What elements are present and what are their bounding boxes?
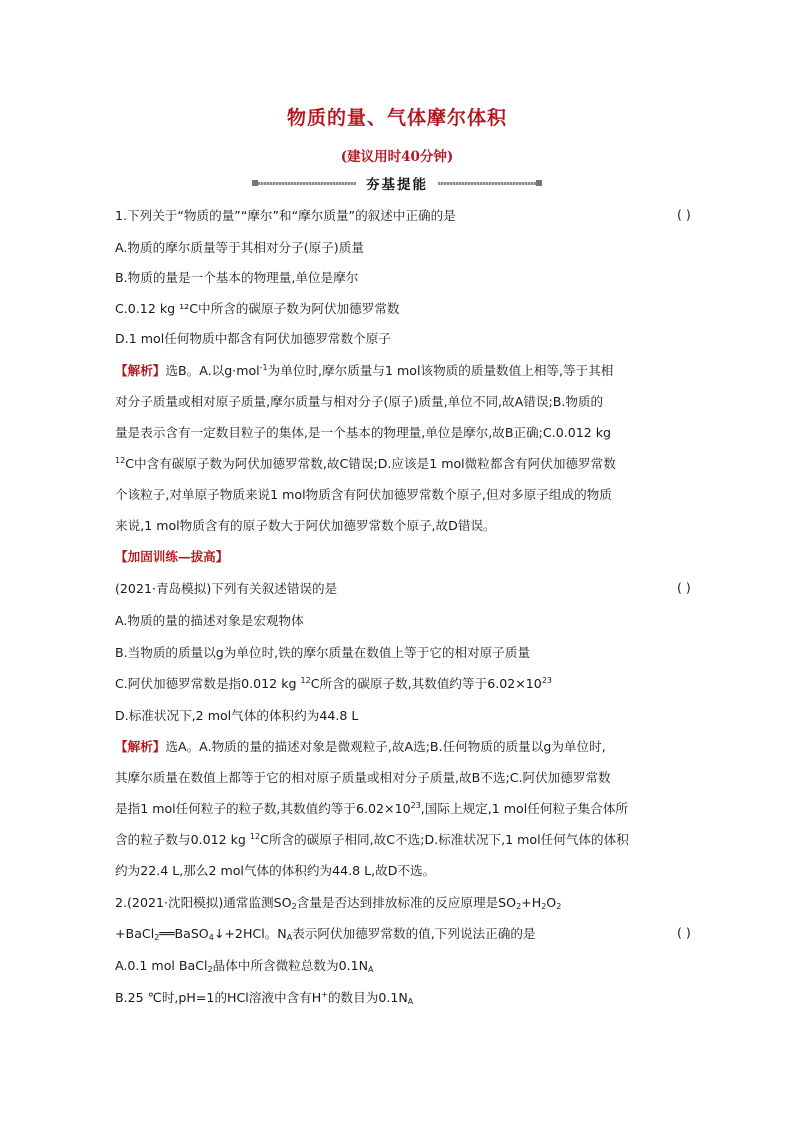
divider-left-bar bbox=[258, 182, 356, 185]
divider-right-bar bbox=[438, 182, 536, 185]
superscript: 12 bbox=[249, 832, 261, 841]
reinforce-analysis-line-5: 约为22.4 L,那么2 mol气体的体积约为44.8 L,故D不选。 bbox=[115, 863, 436, 878]
text-run: C所含的碳原子相同,故C不选;D.标准状况下,1 mol任何气体的体积 bbox=[260, 832, 629, 847]
superscript: 23 bbox=[410, 801, 421, 810]
text-run: 2.(2021·沈阳模拟)通常监测SO bbox=[115, 895, 292, 910]
q2-answer-blank: ( ) bbox=[677, 925, 691, 940]
q1-option-a: A.物质的摩尔质量等于其相对分子(原子)质量 bbox=[115, 240, 364, 255]
q1-answer-blank: ( ) bbox=[677, 207, 691, 222]
text-run: C中含有碳原子数为阿伏加德罗常数,故C错误;D.应该是1 mol微粒都含有阿伏加德罗常数 bbox=[125, 456, 616, 471]
superscript: 23 bbox=[541, 676, 553, 685]
q1-analysis-line-5: 个该粒子,对单原子物质来说1 mol物质含有阿伏加德罗常数个原子,但对多原子组成的物质 bbox=[115, 487, 612, 502]
reinforce-stem: (2021·青岛模拟)下列有关叙述错误的是 bbox=[115, 581, 338, 596]
subscript: A bbox=[286, 933, 293, 942]
subscript: 2 bbox=[291, 902, 297, 911]
q1-option-d: D.1 mol任何物质中都含有阿伏加德罗常数个原子 bbox=[115, 331, 391, 346]
text-run: C.阿伏加德罗常数是指0.012 kg bbox=[115, 676, 301, 691]
q1-analysis-line-2: 对分子质量或相对原子质量,摩尔质量与相对分子(原子)质量,单位不同,故A错误;B.物质的 bbox=[115, 394, 604, 409]
analysis-tag: 【解析】 bbox=[115, 739, 166, 754]
reinforce-analysis-line-2: 其摩尔质量在数值上都等于它的相对原子质量或相对分子质量,故B不选;C.阿伏加德罗常数 bbox=[115, 770, 611, 785]
text-run: 表示阿伏加德罗常数的值,下列说法正确的是 bbox=[292, 926, 536, 941]
text-run: 选A。A.物质的量的描述对象是微观粒子,故A选;B.任何物质的质量以g为单位时, bbox=[165, 739, 606, 754]
section-label: 夯基提能 bbox=[366, 177, 428, 193]
text-run: +H bbox=[521, 895, 542, 910]
text-run: A.0.1 mol BaCl bbox=[115, 958, 208, 973]
q1-analysis-line-3: 量是表示含有一定数目粒子的集体,是一个基本的物理量,单位是摩尔,故B正确;C.0.012 kg bbox=[115, 425, 612, 440]
subscript: 2 bbox=[516, 902, 522, 911]
divider-right-marker bbox=[536, 180, 542, 186]
text-run: ,国际上规定,1 mol任何粒子集合体所 bbox=[420, 801, 629, 816]
superscript: 12 bbox=[300, 676, 311, 685]
subscript: 4 bbox=[208, 933, 214, 942]
q1-option-b: B.物质的量是一个基本的物理量,单位是摩尔 bbox=[115, 270, 359, 285]
subscript: A bbox=[368, 965, 374, 974]
superscript: -1 bbox=[259, 363, 268, 372]
text-run: 的数目为0.1N bbox=[327, 990, 408, 1005]
q1-option-c: C.0.12 kg ¹²C中所含的碳原子数为阿伏加德罗常数 bbox=[115, 301, 400, 316]
text-run: +BaCl bbox=[115, 926, 155, 941]
reinforce-option-b: B.当物质的质量以g为单位时,铁的摩尔质量在数值上等于它的相对原子质量 bbox=[115, 645, 531, 660]
text-run: 为单位时,摩尔质量与1 mol该物质的质量数值上相等,等于其相 bbox=[267, 363, 614, 378]
reinforce-option-a: A.物质的量的描述对象是宏观物体 bbox=[115, 613, 304, 628]
q2-stem-line-1 bbox=[115, 894, 561, 912]
q2-stem-line-2 bbox=[115, 925, 536, 943]
text-run: B.25 ℃时,pH=1的HCl溶液中含有H bbox=[115, 990, 322, 1005]
subscript: 2 bbox=[207, 965, 213, 974]
q1-analysis-line-4 bbox=[115, 455, 616, 473]
superscript: + bbox=[321, 990, 328, 999]
reinforce-option-c bbox=[115, 675, 552, 693]
q2-option-b bbox=[115, 989, 413, 1007]
text-run: O bbox=[546, 895, 557, 910]
text-run: ══BaSO bbox=[159, 926, 209, 941]
q2-option-a bbox=[115, 957, 374, 975]
text-run: ↓+2HCl。N bbox=[213, 926, 287, 941]
text-run: 含量是否达到排放标准的反应原理是SO bbox=[296, 895, 517, 910]
analysis-tag: 【解析】 bbox=[115, 363, 166, 378]
reinforce-analysis-line-1 bbox=[115, 738, 606, 756]
text-run: 是指1 mol任何粒子的粒子数,其数值约等于6.02×10 bbox=[115, 801, 411, 816]
text-run: 晶体中所含微粒总数为0.1N bbox=[212, 958, 369, 973]
reinforce-analysis-line-4 bbox=[115, 831, 629, 849]
text-run: C所含的碳原子数,其数值约等于6.02×10 bbox=[310, 676, 542, 691]
subscript: 2 bbox=[556, 902, 562, 911]
reinforce-analysis-line-3 bbox=[115, 800, 628, 818]
q1-stem: 1.下列关于“物质的量”“摩尔”和“摩尔质量”的叙述中正确的是 bbox=[115, 208, 456, 223]
reinforce-heading: 【加固训练—拔高】 bbox=[115, 549, 229, 564]
section-divider bbox=[252, 173, 542, 193]
page-title: 物质的量、气体摩尔体积 bbox=[286, 107, 507, 129]
q1-analysis-line-1 bbox=[115, 362, 613, 380]
page-subtitle: (建议用时40分钟) bbox=[340, 149, 454, 165]
q1-analysis-line-6: 来说,1 mol物质含有的原子数大于阿伏加德罗常数个原子,故D错误。 bbox=[115, 518, 496, 533]
text-run: 选B。A.以g·mol bbox=[165, 363, 260, 378]
subscript: 2 bbox=[541, 902, 547, 911]
subscript: A bbox=[407, 997, 414, 1006]
reinforce-answer-blank: ( ) bbox=[677, 580, 691, 595]
subscript: 2 bbox=[154, 933, 160, 942]
text-run: 含的粒子数与0.012 kg bbox=[115, 832, 250, 847]
superscript: 12 bbox=[115, 456, 126, 465]
reinforce-option-d: D.标准状况下,2 mol气体的体积约为44.8 L bbox=[115, 708, 359, 723]
